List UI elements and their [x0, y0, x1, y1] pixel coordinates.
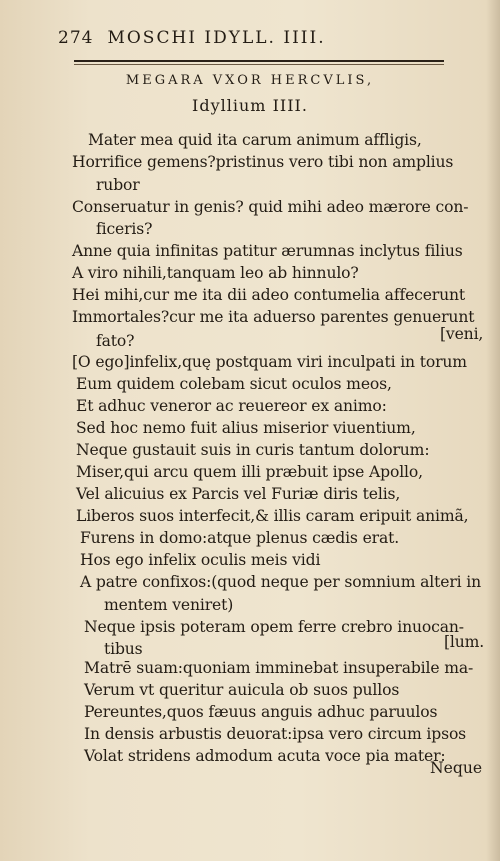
header-rule-thin: [74, 64, 444, 65]
text-line-bracketed: [lum.: [444, 633, 485, 651]
text-line: Mater mea quid ita carum animum affligis,: [88, 131, 422, 149]
text-line: Hei mihi,cur me ita dii adeo contumelia affecerunt: [72, 286, 466, 304]
catchword: Neque: [430, 759, 483, 777]
text-line: Matrē suam:quoniam imminebat insuperabile ma-: [84, 659, 474, 677]
text-line: Volat stridens admodum acuta voce pia mater:: [84, 747, 446, 765]
text-line: [O ego]infelix,quę postquam viri inculpati in torum: [72, 353, 467, 371]
text-line: Neque ipsis poteram opem ferre crebro inuocan-: [84, 618, 464, 636]
header-rule: [74, 60, 444, 62]
text-line: In densis arbustis deuorat:ipsa vero circum ipsos: [84, 725, 467, 743]
text-line: Anne quia infinitas patitur ærumnas inclytus filius: [72, 242, 463, 260]
running-title: MOSCHI IDYLL. IIII.: [107, 28, 326, 48]
poem-subtitle: Idyllium IIII.: [192, 96, 308, 115]
running-head: [58, 28, 478, 48]
text-line: Furens in domo:atque plenus cædis erat.: [80, 529, 400, 547]
text-line: Vel alicuius ex Parcis vel Furiæ diris telis,: [76, 485, 401, 503]
text-line-bracketed: [veni,: [440, 325, 484, 343]
text-line: ficeris?: [96, 220, 153, 238]
text-line: rubor: [96, 176, 140, 194]
poem-title: MEGARA VXOR HERCVLIS,: [125, 73, 375, 88]
text-line: Conseruatur in genis? quid mihi adeo mærore con-: [72, 198, 469, 216]
text-line: Et adhuc veneror ac reuereor ex animo:: [76, 397, 387, 415]
text-line: mentem veniret): [104, 596, 234, 614]
page-number: 274: [58, 28, 94, 48]
text-line: Immortales?cur me ita aduerso parentes genuerunt: [72, 308, 475, 326]
text-line: Verum vt queritur auicula ob suos pullos: [84, 681, 400, 699]
text-line: Miser,qui arcu quem illi præbuit ipse Apollo,: [76, 463, 423, 481]
text-line: Pereuntes,quos fæuus anguis adhuc paruulos: [84, 703, 438, 721]
text-line: A viro nihili,tanquam leo ab hinnulo?: [72, 264, 359, 282]
text-line: Horrifice gemens?pristinus vero tibi non amplius: [72, 153, 454, 171]
text-line: fato?: [96, 332, 135, 350]
text-line: Sed hoc nemo fuit alius miserior viuentium,: [76, 419, 416, 437]
text-line: tibus: [104, 640, 143, 658]
page-gutter-shadow: [486, 0, 500, 861]
text-line: Neque gustauit suis in curis tantum dolorum:: [76, 441, 430, 459]
text-line: A patre confixos:(quod neque per somnium alteri in: [80, 573, 482, 591]
text-line: Liberos suos interfecit,& illis caram eripuit animã,: [76, 507, 469, 525]
text-line: Hos ego infelix oculis meis vidi: [80, 551, 321, 569]
text-line: Eum quidem colebam sicut oculos meos,: [76, 375, 392, 393]
